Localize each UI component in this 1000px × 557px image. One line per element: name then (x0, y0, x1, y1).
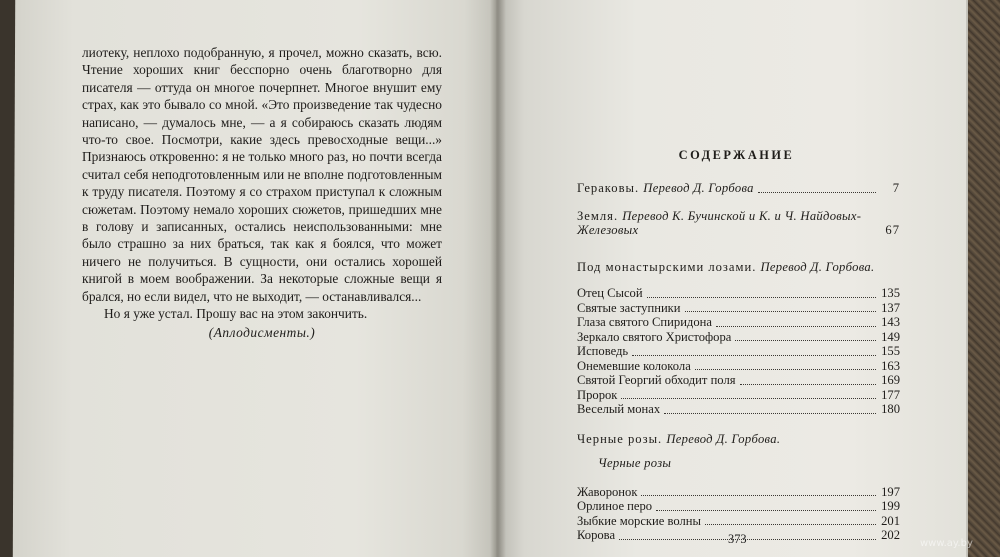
story-page-number: 135 (881, 286, 900, 300)
leader-dots (619, 539, 876, 540)
toc-story-row (577, 359, 900, 374)
toc-story-row (577, 315, 900, 330)
story-title: Отец Сысой (577, 286, 643, 300)
toc-section-monastery: Под монастырскими лозами. Перевод Д. Горбова. (577, 259, 875, 274)
toc-section-black-roses: Черные розы. Перевод Д. Горбова. (577, 431, 781, 446)
leader-dots (740, 384, 876, 385)
story-title: Веселый монах (577, 402, 661, 416)
story-title: Святые заступники (577, 300, 681, 315)
story-title: Святой Георгий обходит поля (577, 373, 736, 387)
site-watermark: www.ay.by (920, 538, 973, 549)
toc-entry-zemlya: Земля. Перевод К. Бучинской и К. и Ч. Найдовых-Железовых 67 (577, 208, 900, 237)
leader-dots (647, 297, 876, 298)
toc-title: СОДЕРЖАНИЕ (678, 148, 795, 162)
left-page-text (82, 44, 442, 341)
story-title: Пророк (577, 387, 618, 402)
story-title: Исповедь (577, 344, 629, 358)
page-number: 373 (728, 532, 747, 546)
story-page-number: 199 (881, 499, 900, 513)
monastery-story-list (577, 286, 900, 417)
toc-story-row (577, 373, 900, 388)
leader-dots (705, 524, 876, 525)
story-page-number: 137 (881, 300, 900, 315)
story-page-number: 143 (881, 315, 900, 329)
story-page-number: 149 (881, 329, 900, 344)
leader-dots (621, 398, 876, 399)
story-title: Онемевшие колокола (577, 358, 691, 373)
story-title: Зеркало святого Христофора (577, 329, 732, 344)
toc-story-row (577, 402, 900, 417)
story-title: Глаза святого Спиридона (577, 315, 712, 329)
book-gutter (490, 0, 506, 557)
toc-story-row (577, 485, 900, 500)
toc-story-row (577, 286, 900, 301)
story-page-number: 201 (881, 513, 900, 528)
story-page-number: 177 (881, 387, 900, 402)
toc-page-number: 7 (892, 181, 900, 195)
story-page-number: 202 (881, 528, 900, 542)
story-page-number: 197 (881, 484, 900, 499)
story-title: Жаворонок (577, 484, 638, 499)
closing-line: Но я уже устал. Прошу вас на этом закончить. (104, 306, 368, 322)
leader-dots (656, 510, 876, 511)
toc-story-row (577, 388, 900, 403)
story-page-number: 163 (881, 358, 900, 373)
body-paragraph: лиотеку, неплохо подобранную, я прочел, можно сказать, всю. Чтение хороших книг бесспорно очень благотворно для писателя — оттуда он многое почерпнет. Многое внушит ему страх, как это бывало со мной. «Это произведение так чудесно написано, — думалось мне, — а я собираюсь сказать людям что-то свое. Посмотри, какие здесь превосходные вещи...» Признаюсь откровенно: я не только много раз, но почти всегда считал себя неподготовленным или не вполне подготовленным к труду писателя. Поэтому я со страхом приступал к сложным сюжетам. Поэтому немало хороших сюжетов, пришедших мне в голову и записанных, остались неиспользованными: мне было страшно за них браться, так как я боялся, что может ничего не получиться. В сущности, они остались хорошей книгой в моем воображении. За некоторые сложные вещи я брался, но если видел, что не выходит, — останавливался... (82, 45, 442, 304)
applause-note: (Аплодисменты.) (208, 324, 316, 340)
leader-dots (664, 413, 876, 414)
story-title: Зыбкие морские волны (577, 513, 702, 528)
toc-story-row (577, 330, 900, 345)
leader-dots (716, 326, 876, 327)
story-page-number: 155 (881, 344, 900, 358)
story-page-number: 169 (881, 373, 900, 387)
toc-page-number: 67 (885, 223, 900, 237)
toc-story-row (577, 514, 900, 529)
roses-subheading: Черные розы (598, 456, 672, 470)
toc-entry-gerakovy: Гераковы. Перевод Д. Горбова 7 (577, 181, 900, 195)
toc-story-row (577, 499, 900, 514)
story-title: Корова (577, 528, 616, 542)
story-title: Орлиное перо (577, 499, 653, 513)
story-page-number: 180 (881, 402, 900, 416)
toc-story-row (577, 344, 900, 359)
toc-story-row (577, 301, 900, 316)
leader-dots (695, 369, 876, 370)
toc-entry-zemlya-credit: Перевод К. Бучинской и К. и Ч. Найдовых-Железовых (577, 208, 862, 237)
leader-dots (685, 311, 876, 312)
leader-dots (641, 495, 876, 496)
table-of-contents (577, 148, 900, 543)
leader-dots (735, 340, 876, 341)
leader-dots (632, 355, 876, 356)
